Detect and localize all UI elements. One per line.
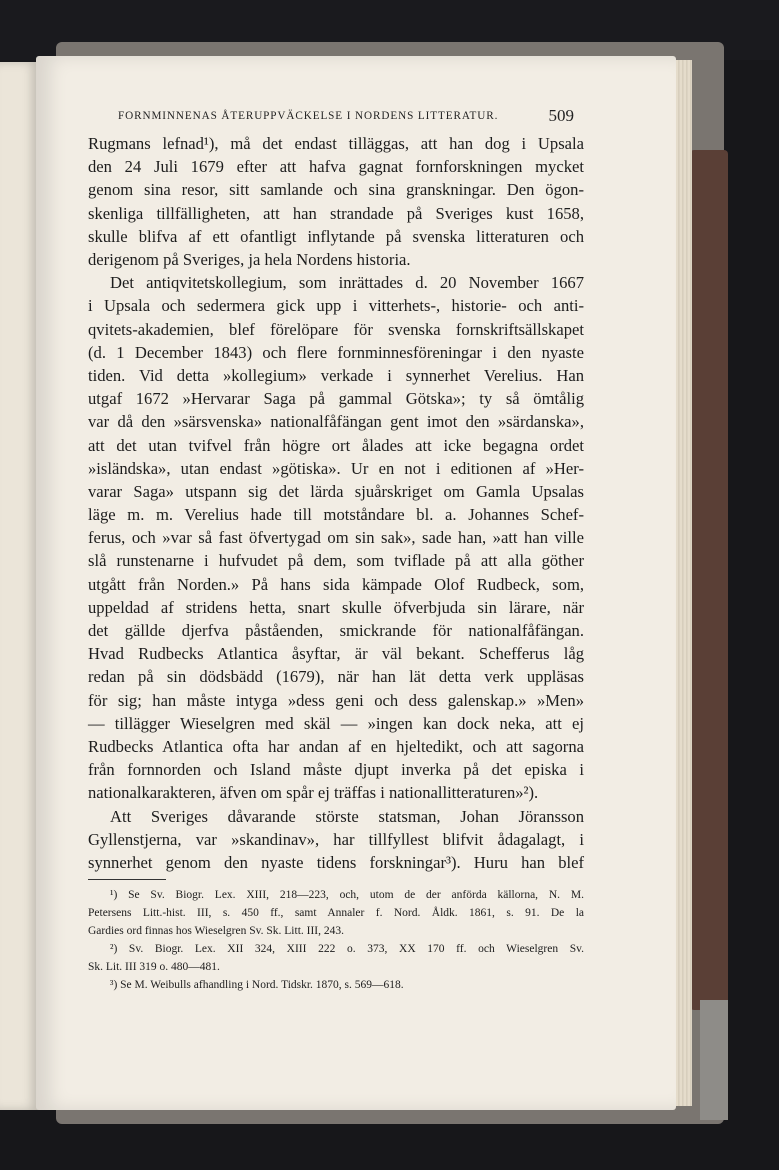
text-line: Hvad Rudbecks Atlantica åsyftar, är väl bekant. Schefferus låg (88, 644, 584, 663)
page-number: 509 (548, 106, 574, 125)
text-line: derigenom på Sveriges, ja hela Nordens historia. (88, 250, 411, 269)
text-line: ferus, och »var så fast öfvertygad om sin sak», sade han, »att han ville (88, 528, 584, 547)
running-title: FORNMINNENAS ÅTERUPPVÄCKELSE I NORDENS LITTERATUR. (118, 110, 499, 122)
text-line: den 24 Juli 1679 efter att hafva gagnat fornforskningen mycket (88, 157, 584, 176)
text-line: det gällde djerfva påståenden, smickrande för nationalfåfängan. (88, 621, 584, 640)
footnote-divider (88, 879, 166, 880)
book-cover-corner (700, 1000, 728, 1120)
text-line: Gyllenstjerna, var »skandinav», har tillfyllest blifvit ådagalagt, i (88, 830, 584, 849)
text-line: skulle blifva af ett ofantligt inflytande på svenska litteraturen och (88, 227, 584, 246)
text-line: utgaf 1672 »Hervarar Saga på gammal Götska»; ty så ömtålig (88, 389, 584, 408)
text-line: i Upsala och sedermera gick upp i vitterhets-, historie- och anti- (88, 296, 584, 315)
text-line: skenliga tillfälligheten, att han strandade på Sveriges kust 1658, (88, 204, 584, 223)
text-line: Rugmans lefnad¹), må det endast tilläggas, att han dog i Upsala (88, 134, 584, 153)
text-line: qvitets-akademien, blef förelöpare för svenska fornskriftsällskapet (88, 320, 584, 339)
text-line: (d. 1 December 1843) och flere fornminnesföreningar i den nyaste (88, 343, 584, 362)
text-line: redan på sin dödsbädd (1679), när han lät detta verk uppläsas (88, 667, 584, 686)
footnote-line: Gardies ord finnas hos Wieselgren Sv. Sk. Litt. III, 243. (88, 925, 345, 937)
book-cover-edge (690, 150, 728, 1010)
text-line: synnerhet genom den nyaste tidens forskningar³). Huru han blef (88, 853, 584, 872)
text-line: Det antiqvitetskollegium, som inrättades d. 20 November 1667 (110, 273, 584, 292)
text-line: utgått från Norden.» På hans sida kämpade Olof Rudbeck, som, (88, 575, 584, 594)
text-line: uppeldad af stridens hetta, snart skulle öfverbjuda sin lärare, när (88, 598, 584, 617)
text-line: — tillägger Wieselgren med skäl — »ingen kan dock neka, att ej (88, 714, 584, 733)
text-line: att det utan tvifvel från högre ort ålades att icke begagna ordet (88, 436, 584, 455)
text-line: Rudbecks Atlantica ofta har andan af en hjeltedikt, och att sagorna (88, 737, 584, 756)
text-line: Att Sveriges dåvarande störste statsman, Johan Jöransson (110, 807, 584, 826)
text-line: »isländska», utan endast »götiska». Ur en not i editionen af »Her- (88, 459, 584, 478)
text-line: från fornnorden och Island måste djupt inverka på det episka i (88, 760, 584, 779)
text-line: för sig; han måste intyga »dess geni och dess galenskap.» »Men» (88, 691, 584, 710)
footnote-line: ²) Sv. Biogr. Lex. XII 324, XIII 222 o. 373, XX 170 ff. och Wieselgren Sv. (110, 943, 584, 955)
text-line: slå runstenarne i hufvudet på dem, som tviflade på att alla göther (88, 551, 584, 570)
text-line: tiden. Vid detta »kollegium» verkade i synnerhet Verelius. Han (88, 366, 584, 385)
footnote-line: ³) Se M. Weibulls afhandling i Nord. Tidskr. 1870, s. 569—618. (110, 979, 404, 991)
text-line: genom sina resor, sitt samlande och sina granskningar. Den ögon- (88, 180, 584, 199)
footnote-line: Petersens Litt.-hist. III, s. 450 ff., samt Annaler f. Nord. Åldk. 1861, s. 91. De la (88, 907, 584, 919)
text-line: nationalkarakteren, äfven om spår ej träffas i nationallitteraturen»²). (88, 783, 539, 802)
text-line: varar Saga» utspann sig det lärda sjuårskriget om Gamla Upsalas (88, 482, 584, 501)
left-page-edge (0, 62, 40, 1110)
text-line: var då den »särsvenska» nationalfåfängan gent imot den »särdanska», (88, 412, 584, 431)
running-header (118, 106, 574, 128)
footnote-line: Sk. Lit. III 319 o. 480—481. (88, 961, 220, 973)
footnote-line: ¹) Se Sv. Biogr. Lex. XIII, 218—223, och, utom de der anförda källorna, N. M. (110, 889, 584, 901)
text-line: läge m. m. Verelius hade till motståndare bl. a. Johannes Schef- (88, 505, 584, 524)
